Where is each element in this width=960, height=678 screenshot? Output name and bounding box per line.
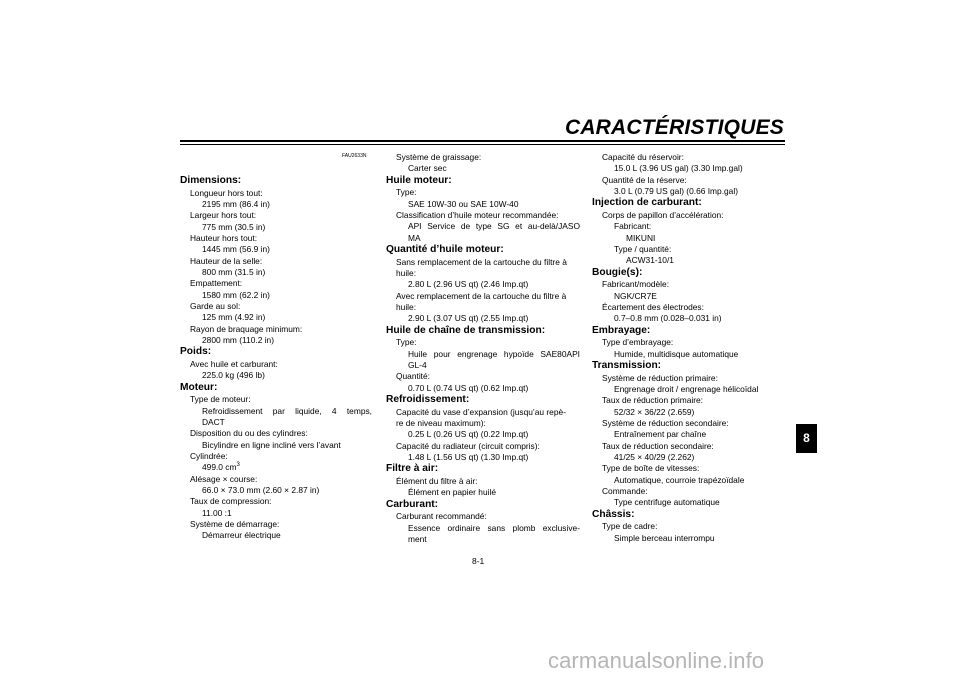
- section-heading-refroidissement: Refroidissement:: [386, 393, 470, 405]
- spec-value: 2195 mm (86.4 in): [202, 198, 270, 209]
- page-title: CARACTÉRISTIQUES: [564, 116, 784, 139]
- cube-superscript: 3: [236, 462, 240, 469]
- spec-label: Capacité du réservoir:: [602, 152, 684, 162]
- spec-value: 2800 mm (110.2 in): [202, 335, 274, 346]
- spec-value: MIKUNI: [626, 232, 656, 243]
- spec-value: NGK/CR7E: [614, 290, 657, 301]
- spec-value: 2.80 L (2.96 US qt) (2.46 Imp.qt): [408, 279, 529, 290]
- page-number: 8-1: [472, 556, 485, 566]
- spec-value: 0.25 L (0.26 US qt) (0.22 Imp.qt): [408, 429, 529, 440]
- section-heading-embrayage: Embrayage:: [592, 324, 651, 336]
- spec-label: Hauteur de la selle:: [190, 255, 263, 266]
- spec-label: Taux de réduction primaire:: [602, 395, 704, 406]
- spec-label: Longueur hors tout:: [190, 187, 263, 198]
- spec-value: Bicylindre en ligne incliné vers l’avant: [202, 439, 341, 450]
- spec-value: Élément en papier huilé: [408, 487, 496, 498]
- spec-value: 125 mm (4.92 in): [202, 312, 266, 323]
- spec-value: GL-4: [408, 359, 427, 370]
- spec-label: Taux de réduction secondaire:: [602, 440, 714, 451]
- spec-label: Empattement:: [190, 278, 243, 289]
- chapter-tab: 8: [796, 424, 817, 453]
- spec-label: Hauteur hors tout:: [190, 232, 258, 243]
- section-heading-dimensions: Dimensions:: [180, 175, 242, 186]
- section-heading-moteur: Moteur:: [180, 381, 218, 393]
- spec-value: Humide, multidisque automatique: [614, 348, 739, 359]
- spec-label: Élément du filtre à air:: [396, 475, 478, 486]
- watermark: carmanualsonline.info: [548, 648, 765, 673]
- spec-value: Engrenage droit / engrenage hélicoïdal: [614, 383, 759, 394]
- spec-label: huile:: [396, 301, 417, 312]
- spec-value: 1580 mm (62.2 in): [202, 289, 270, 300]
- section-code: FAU2633N: [342, 153, 367, 159]
- section-heading-bougies: Bougie(s):: [592, 266, 643, 278]
- spec-value: ACW31-10/1: [626, 255, 674, 266]
- spec-value: 15.0 L (3.96 US gal) (3.30 Imp.gal): [614, 163, 743, 174]
- spec-label: Disposition du ou des cylindres:: [190, 428, 308, 439]
- spec-label: Écartement des électrodes:: [602, 301, 704, 312]
- cylindree-value: 499.0 cm: [202, 462, 237, 473]
- spec-value: MA: [408, 232, 421, 243]
- spec-label: Alésage × course:: [190, 473, 258, 484]
- spec-value: Carter sec: [408, 163, 447, 174]
- spec-label: Quantité:: [396, 371, 430, 382]
- spec-column-2: [386, 152, 580, 545]
- spec-label: Fabricant/modèle:: [602, 279, 670, 290]
- spec-value: Entraînement par chaîne: [614, 429, 707, 440]
- spec-label: Rayon de braquage minimum:: [190, 323, 303, 334]
- section-heading-huile-moteur: Huile moteur:: [386, 174, 452, 186]
- spec-label: Type de boîte de vitesses:: [602, 463, 700, 474]
- spec-label: Système de démarrage:: [190, 519, 280, 530]
- spec-label: re de niveau maximum):: [396, 417, 486, 428]
- spec-label: Cylindrée:: [190, 451, 228, 461]
- spec-label: Type:: [396, 337, 417, 348]
- spec-label: Carburant recommandé:: [396, 511, 487, 522]
- spec-value: 2.90 L (3.07 US qt) (2.55 Imp.qt): [408, 313, 529, 324]
- spec-label: Système de réduction secondaire:: [602, 417, 729, 428]
- spec-label: Type d’embrayage:: [602, 337, 674, 348]
- spec-value: 52/32 × 36/22 (2.659): [614, 406, 695, 417]
- spec-label: Taux de compression:: [190, 496, 272, 507]
- title-rule-thin: [180, 144, 785, 145]
- spec-label: Type de moteur:: [190, 394, 251, 405]
- spec-value: Démarreur électrique: [202, 530, 281, 541]
- spec-value: Huile pour engrenage hypoïde SAE80API: [408, 348, 580, 359]
- section-heading-transmission: Transmission:: [592, 359, 662, 371]
- spec-label: Fabricant:: [614, 221, 652, 232]
- section-heading-poids: Poids:: [180, 346, 212, 358]
- spec-value: 800 mm (31.5 in): [202, 267, 266, 277]
- spec-value: DACT: [202, 416, 225, 427]
- spec-label: huile:: [396, 267, 417, 278]
- spec-label: Classification d’huile moteur recommandée:: [396, 209, 559, 220]
- spec-label: Avec remplacement de la cartouche du filtre à: [396, 290, 567, 301]
- spec-label: Capacité du vase d’expansion (jusqu’au repè-: [396, 406, 566, 417]
- spec-value: 0.7–0.8 mm (0.028–0.031 in): [614, 313, 722, 324]
- spec-label: Système de graissage:: [396, 152, 482, 162]
- spec-value: 11.00 :1: [202, 507, 232, 518]
- spec-value: 0.70 L (0.74 US qt) (0.62 Imp.qt): [408, 382, 529, 393]
- spec-value: 41/25 × 40/29 (2.262): [614, 451, 695, 462]
- spec-value: 775 mm (30.5 in): [202, 221, 266, 232]
- spec-label: Sans remplacement de la cartouche du filtre à: [396, 256, 567, 267]
- spec-label: Corps de papillon d’accélération:: [602, 209, 724, 220]
- spec-label: Quantité de la réserve:: [602, 174, 687, 185]
- spec-value: ment: [408, 533, 427, 544]
- section-heading-filtre-air: Filtre à air:: [386, 463, 439, 475]
- spec-value: SAE 10W-30 ou SAE 10W-40: [408, 198, 519, 209]
- spec-column-3: [592, 152, 782, 544]
- spec-value: API Service de type SG et au-delà/JASO: [408, 221, 580, 232]
- spec-label: Avec huile et carburant:: [190, 359, 278, 369]
- section-heading-huile-chaine: Huile de chaîne de transmission:: [386, 324, 546, 336]
- spec-value: 1.48 L (1.56 US qt) (1.30 Imp.qt): [408, 451, 529, 462]
- spec-value: 3.0 L (0.79 US gal) (0.66 Imp.gal): [614, 186, 738, 197]
- spec-label: Système de réduction primaire:: [602, 372, 718, 383]
- spec-label: Commande:: [602, 485, 648, 496]
- spec-label: Garde au sol:: [190, 301, 241, 312]
- spec-value: 1445 mm (56.9 in): [202, 244, 270, 255]
- spec-value: [180, 462, 372, 473]
- spec-label: Type de cadre:: [602, 521, 658, 532]
- section-heading-carburant: Carburant:: [386, 498, 439, 510]
- spec-label: Largeur hors tout:: [190, 210, 257, 221]
- spec-value: Refroidissement par liquide, 4 temps,: [202, 405, 372, 416]
- spec-label: Type:: [396, 187, 417, 198]
- spec-value: 66.0 × 73.0 mm (2.60 × 2.87 in): [202, 485, 320, 496]
- spec-value: 225.0 kg (496 lb): [202, 370, 265, 381]
- spec-value: Essence ordinaire sans plomb exclusive-: [408, 522, 580, 533]
- spec-label: Capacité du radiateur (circuit compris):: [396, 440, 540, 451]
- section-heading-quantite-huile: Quantité d’huile moteur:: [386, 244, 504, 255]
- spec-column-1: [180, 175, 372, 542]
- section-heading-injection: Injection de carburant:: [592, 197, 702, 209]
- title-rule-thick: [180, 140, 785, 142]
- spec-value: Type centrifuge automatique: [614, 497, 720, 508]
- spec-value: Simple berceau interrompu: [614, 532, 715, 543]
- spec-value: Automatique, courroie trapézoïdale: [614, 474, 745, 485]
- spec-label: Type / quantité:: [614, 244, 672, 254]
- section-heading-chassis: Châssis:: [592, 508, 635, 520]
